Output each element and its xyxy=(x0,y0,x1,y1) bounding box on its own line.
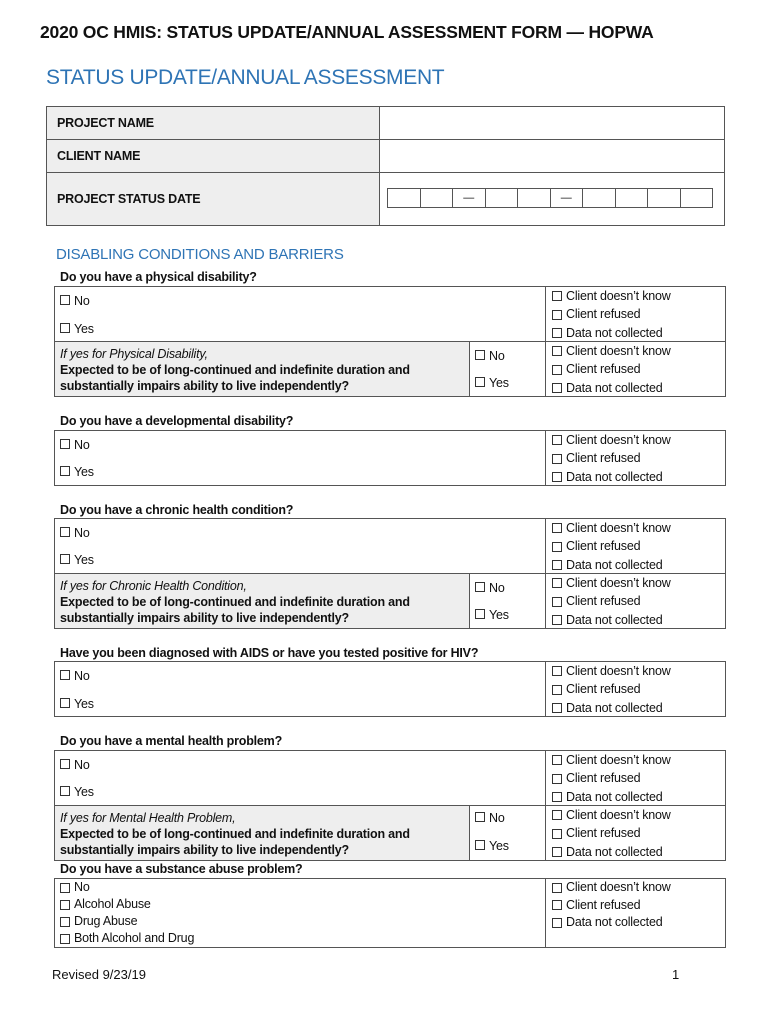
option-label: Yes xyxy=(74,322,94,336)
option-label: Client doesn’t know xyxy=(566,433,671,447)
option-label: Client refused xyxy=(566,451,641,466)
disabling-conditions-title: DISABLING CONDITIONS AND BARRIERS xyxy=(56,246,344,263)
chronic-no-option[interactable] xyxy=(60,526,90,540)
option-label: Data not collected xyxy=(566,380,663,395)
mental-dk-options xyxy=(545,750,726,806)
footer-page-number: 1 xyxy=(672,967,680,982)
mental-expected-dk-options xyxy=(545,805,726,861)
checkbox-icon[interactable] xyxy=(552,523,562,533)
option-label: No xyxy=(74,758,90,772)
not-collected-option[interactable] xyxy=(552,788,725,806)
physical-disability-answers xyxy=(54,286,546,342)
checkbox-icon[interactable] xyxy=(552,755,562,765)
developmental-disability-question: Do you have a developmental disability? xyxy=(60,414,294,428)
not-collected-option[interactable] xyxy=(552,699,725,717)
mental-answers xyxy=(54,750,546,806)
checkbox-icon[interactable] xyxy=(552,560,562,570)
checkbox-icon[interactable] xyxy=(552,703,562,713)
substance-answers xyxy=(54,878,546,948)
not-collected-option[interactable] xyxy=(552,843,725,861)
refused-option[interactable] xyxy=(552,897,725,915)
option-label: No xyxy=(74,880,90,894)
option-label: Data not collected xyxy=(566,844,663,859)
date-digit-box[interactable] xyxy=(616,189,649,207)
dk-option[interactable] xyxy=(552,751,725,769)
option-label: Yes xyxy=(489,839,509,853)
option-label: Data not collected xyxy=(566,557,663,572)
date-digit-box[interactable] xyxy=(486,189,519,207)
status-date-label: PROJECT STATUS DATE xyxy=(57,192,201,206)
checkbox-icon[interactable] xyxy=(475,377,485,387)
aids-yes-option[interactable] xyxy=(60,697,94,711)
checkbox-icon[interactable] xyxy=(552,685,562,695)
aids-no-option[interactable] xyxy=(60,669,90,683)
checkbox-icon[interactable] xyxy=(60,554,70,564)
date-digit-box[interactable] xyxy=(583,189,616,207)
chronic-answers xyxy=(54,518,546,574)
mental-health-question: Do you have a mental health problem? xyxy=(60,734,283,748)
dk-option[interactable] xyxy=(552,574,725,592)
checkbox-icon[interactable] xyxy=(552,383,562,393)
aids-dk-options xyxy=(545,661,726,717)
option-label: Data not collected xyxy=(566,325,663,340)
date-digit-box[interactable] xyxy=(421,189,454,207)
date-digit-box[interactable] xyxy=(681,189,713,207)
option-label: Yes xyxy=(74,785,94,799)
checkbox-icon[interactable] xyxy=(552,918,562,928)
option-label: No xyxy=(74,669,90,683)
refused-option[interactable] xyxy=(552,824,725,842)
refused-option[interactable] xyxy=(552,680,725,698)
checkbox-icon[interactable] xyxy=(552,810,562,820)
project-name-label-cell xyxy=(46,106,380,140)
option-label: Client refused xyxy=(566,826,641,841)
not-collected-option[interactable] xyxy=(552,468,725,486)
option-label: Data not collected xyxy=(566,469,663,484)
checkbox-icon[interactable] xyxy=(60,439,70,449)
checkbox-icon[interactable] xyxy=(60,786,70,796)
option-label: Data not collected xyxy=(566,700,663,715)
mental-no-option[interactable] xyxy=(60,758,90,772)
checkbox-icon[interactable] xyxy=(552,597,562,607)
date-digit-box[interactable] xyxy=(518,189,551,207)
section-title: STATUS UPDATE/ANNUAL ASSESSMENT xyxy=(46,66,445,89)
developmental-no-option[interactable] xyxy=(60,438,90,452)
date-digit-box[interactable] xyxy=(388,189,421,207)
substance-no-option[interactable] xyxy=(60,879,545,896)
developmental-yes-option[interactable] xyxy=(60,465,94,479)
refused-option[interactable] xyxy=(552,305,725,323)
checkbox-icon[interactable] xyxy=(60,934,70,944)
chronic-if-yes-label: If yes for Chronic Health Condition, xyxy=(60,579,247,593)
client-name-field[interactable] xyxy=(379,139,725,173)
checkbox-icon[interactable] xyxy=(552,472,562,482)
physical-expected-no-option[interactable] xyxy=(475,349,505,363)
refused-option[interactable] xyxy=(552,449,725,467)
project-name-label: PROJECT NAME xyxy=(57,116,154,130)
physical-expected-prompt xyxy=(54,341,470,397)
checkbox-icon[interactable] xyxy=(552,666,562,676)
date-digit-box[interactable] xyxy=(648,189,681,207)
mental-expected-label: Expected to be of long-continued and indefinite duration and substantially impairs ability to live independently? xyxy=(60,827,410,857)
checkbox-icon[interactable] xyxy=(475,350,485,360)
checkbox-icon[interactable] xyxy=(552,900,562,910)
not-collected-option[interactable] xyxy=(552,324,725,342)
substance-alcohol-option[interactable] xyxy=(60,896,545,913)
checkbox-icon[interactable] xyxy=(552,328,562,338)
aids-answers xyxy=(54,661,546,717)
checkbox-icon[interactable] xyxy=(552,792,562,802)
dk-option[interactable] xyxy=(552,519,725,537)
option-label: Client refused xyxy=(566,539,641,554)
not-collected-option[interactable] xyxy=(552,914,725,932)
refused-option[interactable] xyxy=(552,592,725,610)
option-label: No xyxy=(74,438,90,452)
physical-disability-question: Do you have a physical disability? xyxy=(60,270,257,284)
checkbox-icon[interactable] xyxy=(60,527,70,537)
refused-option[interactable] xyxy=(552,537,725,555)
checkbox-icon[interactable] xyxy=(552,542,562,552)
option-label: Client refused xyxy=(566,682,641,697)
checkbox-icon[interactable] xyxy=(552,774,562,784)
option-label: Client doesn’t know xyxy=(566,289,671,303)
checkbox-icon[interactable] xyxy=(552,346,562,356)
dk-option[interactable] xyxy=(552,806,725,824)
chronic-expected-yes-option[interactable] xyxy=(475,608,509,622)
checkbox-icon[interactable] xyxy=(475,812,485,822)
mental-expected-no-option[interactable] xyxy=(475,811,505,825)
status-date-field-cell xyxy=(379,172,725,226)
chronic-yes-option[interactable] xyxy=(60,553,94,567)
date-separator: — xyxy=(453,189,486,207)
option-label: Alcohol Abuse xyxy=(74,897,151,911)
checkbox-icon[interactable] xyxy=(552,291,562,301)
option-label: Yes xyxy=(74,553,94,567)
dk-option[interactable] xyxy=(552,431,725,449)
mental-expected-answers xyxy=(469,805,546,861)
client-name-label: CLIENT NAME xyxy=(57,149,141,163)
dk-option[interactable] xyxy=(552,879,725,897)
chronic-expected-prompt xyxy=(54,573,470,629)
checkbox-icon[interactable] xyxy=(60,670,70,680)
substance-both-option[interactable] xyxy=(60,930,545,947)
not-collected-option[interactable] xyxy=(552,611,725,629)
mental-expected-prompt xyxy=(54,805,470,861)
developmental-answers xyxy=(54,430,546,486)
option-label: Client doesn’t know xyxy=(566,880,671,894)
physical-dk-options xyxy=(545,286,726,342)
checkbox-icon[interactable] xyxy=(60,466,70,476)
status-date-input[interactable] xyxy=(387,188,713,208)
mental-expected-yes-option[interactable] xyxy=(475,839,509,853)
physical-no-option[interactable] xyxy=(60,294,90,308)
substance-abuse-question: Do you have a substance abuse problem? xyxy=(60,862,303,876)
physical-expected-answers xyxy=(469,341,546,397)
option-label: Client doesn’t know xyxy=(566,521,671,535)
option-label: Yes xyxy=(489,376,509,390)
form-header-title: 2020 OC HMIS: STATUS UPDATE/ANNUAL ASSESSMENT FORM — HOPWA xyxy=(40,22,654,42)
option-label: No xyxy=(489,581,505,595)
option-label: No xyxy=(74,294,90,308)
client-name-label-cell xyxy=(46,139,380,173)
footer-revised: Revised 9/23/19 xyxy=(52,967,146,982)
dk-option[interactable] xyxy=(552,662,725,680)
checkbox-icon[interactable] xyxy=(60,295,70,305)
option-label: Data not collected xyxy=(566,612,663,627)
checkbox-icon[interactable] xyxy=(60,900,70,910)
option-label: Yes xyxy=(74,697,94,711)
physical-yes-option[interactable] xyxy=(60,322,94,336)
not-collected-option[interactable] xyxy=(552,379,725,397)
chronic-expected-no-option[interactable] xyxy=(475,581,505,595)
refused-option[interactable] xyxy=(552,360,725,378)
option-label: Client doesn’t know xyxy=(566,664,671,678)
chronic-expected-answers xyxy=(469,573,546,629)
option-label: Client doesn’t know xyxy=(566,576,671,590)
refused-option[interactable] xyxy=(552,769,725,787)
dk-option[interactable] xyxy=(552,287,725,305)
substance-dk-options xyxy=(545,878,726,948)
checkbox-icon[interactable] xyxy=(552,365,562,375)
project-name-field[interactable] xyxy=(379,106,725,140)
checkbox-icon[interactable] xyxy=(475,609,485,619)
status-date-label-cell xyxy=(46,172,380,226)
physical-expected-label: Expected to be of long-continued and indefinite duration and substantially impairs ability to live independently? xyxy=(60,363,410,393)
date-separator: — xyxy=(551,189,584,207)
checkbox-icon[interactable] xyxy=(60,759,70,769)
checkbox-icon[interactable] xyxy=(552,435,562,445)
chronic-expected-label: Expected to be of long-continued and indefinite duration and substantially impairs ability to live independently? xyxy=(60,595,410,625)
option-label: Client doesn’t know xyxy=(566,753,671,767)
option-label: No xyxy=(489,811,505,825)
substance-drug-option[interactable] xyxy=(60,913,545,930)
physical-expected-dk-options xyxy=(545,341,726,397)
not-collected-option[interactable] xyxy=(552,556,725,574)
checkbox-icon[interactable] xyxy=(60,917,70,927)
option-label: Client refused xyxy=(566,362,641,377)
checkbox-icon[interactable] xyxy=(552,847,562,857)
option-label: Both Alcohol and Drug xyxy=(74,931,195,945)
option-label: No xyxy=(74,526,90,540)
checkbox-icon[interactable] xyxy=(552,615,562,625)
option-label: No xyxy=(489,349,505,363)
option-label: Client refused xyxy=(566,897,641,912)
checkbox-icon[interactable] xyxy=(552,829,562,839)
option-label: Data not collected xyxy=(566,915,663,929)
option-label: Yes xyxy=(489,608,509,622)
chronic-dk-options xyxy=(545,518,726,574)
mental-yes-option[interactable] xyxy=(60,785,94,799)
physical-expected-yes-option[interactable] xyxy=(475,376,509,390)
checkbox-icon[interactable] xyxy=(60,698,70,708)
checkbox-icon[interactable] xyxy=(60,883,70,893)
checkbox-icon[interactable] xyxy=(475,582,485,592)
checkbox-icon[interactable] xyxy=(552,578,562,588)
option-label: Client refused xyxy=(566,307,641,322)
aids-hiv-question: Have you been diagnosed with AIDS or have you tested positive for HIV? xyxy=(60,646,479,660)
developmental-dk-options xyxy=(545,430,726,486)
checkbox-icon[interactable] xyxy=(552,454,562,464)
checkbox-icon[interactable] xyxy=(552,883,562,893)
option-label: Yes xyxy=(74,465,94,479)
checkbox-icon[interactable] xyxy=(552,310,562,320)
chronic-expected-dk-options xyxy=(545,573,726,629)
checkbox-icon[interactable] xyxy=(475,840,485,850)
checkbox-icon[interactable] xyxy=(60,323,70,333)
option-label: Client refused xyxy=(566,594,641,609)
chronic-health-question: Do you have a chronic health condition? xyxy=(60,503,294,517)
option-label: Client doesn’t know xyxy=(566,344,671,358)
option-label: Data not collected xyxy=(566,789,663,804)
option-label: Drug Abuse xyxy=(74,914,138,928)
physical-if-yes-label: If yes for Physical Disability, xyxy=(60,347,208,361)
option-label: Client doesn’t know xyxy=(566,808,671,822)
option-label: Client refused xyxy=(566,771,641,786)
mental-if-yes-label: If yes for Mental Health Problem, xyxy=(60,811,236,825)
dk-option[interactable] xyxy=(552,342,725,360)
